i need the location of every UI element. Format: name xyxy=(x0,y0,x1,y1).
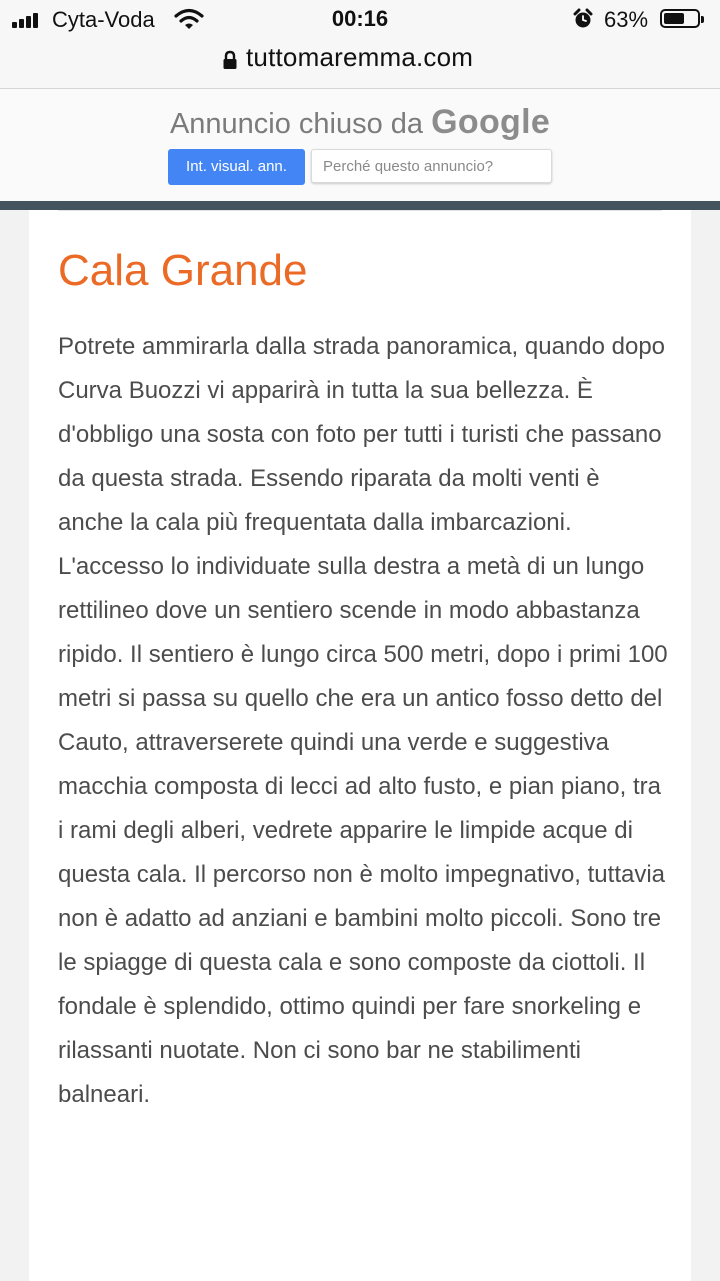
ad-visual-button[interactable]: Int. visual. ann. xyxy=(168,149,305,185)
url-text[interactable]: tuttomaremma.com xyxy=(246,42,474,72)
why-this-ad-button[interactable]: Perché questo annuncio? xyxy=(311,149,552,183)
carrier-name: Cyta-Voda xyxy=(52,7,155,32)
battery-percent: 63% xyxy=(604,7,649,32)
status-bar xyxy=(0,0,720,40)
article-card xyxy=(29,210,691,1281)
alarm-icon xyxy=(572,8,594,30)
battery-level xyxy=(664,13,684,24)
battery-cap xyxy=(701,16,704,23)
battery-icon xyxy=(660,9,700,28)
ad-closed-banner xyxy=(0,89,720,201)
clock-time: 00:16 xyxy=(331,6,389,31)
url-bar[interactable] xyxy=(0,40,720,89)
lock-icon xyxy=(222,50,238,70)
article-title: Cala Grande xyxy=(58,246,308,295)
ad-closed-message xyxy=(0,103,720,142)
card-divider xyxy=(58,210,662,211)
ad-closed-text: Annuncio chiuso da xyxy=(169,108,424,140)
google-logo: Google xyxy=(431,103,551,141)
article-body: Potrete ammirarla dalla strada panoramica, quando dopo Curva Buozzi vi apparirà in tutta la sua bellezza. È d'obbligo una sosta con foto per tutti i turisti che passano da questa strada. Essendo riparata da molti venti è anche la cala più frequentata dalla imbarcazioni. L'accesso lo individuate sulla destra a metà di un lungo rettilineo dove un sentiero scende in modo abbastanza ripido. Il sentiero è lungo circa 500 metri, dopo i primi 100 metri si passa su quello che era un antico fosso detto del Cauto, attraverserete quindi una verde e suggestiva macchia composta di lecci ad alto fusto, e pian piano, tra i rami degli alberi, vedrete apparire le limpide acque di questa cala. Il percorso non è molto impegnativo, tuttavia non è adatto ad anziani e bambini molto piccoli. Sono tre le spiagge di questa cala e sono composte da ciottoli. Il fondale è splendido, ottimo quindi per fare snorkeling e rilassanti nuotate. Non ci sono bar ne stabilimenti balneari. xyxy=(58,333,668,1108)
